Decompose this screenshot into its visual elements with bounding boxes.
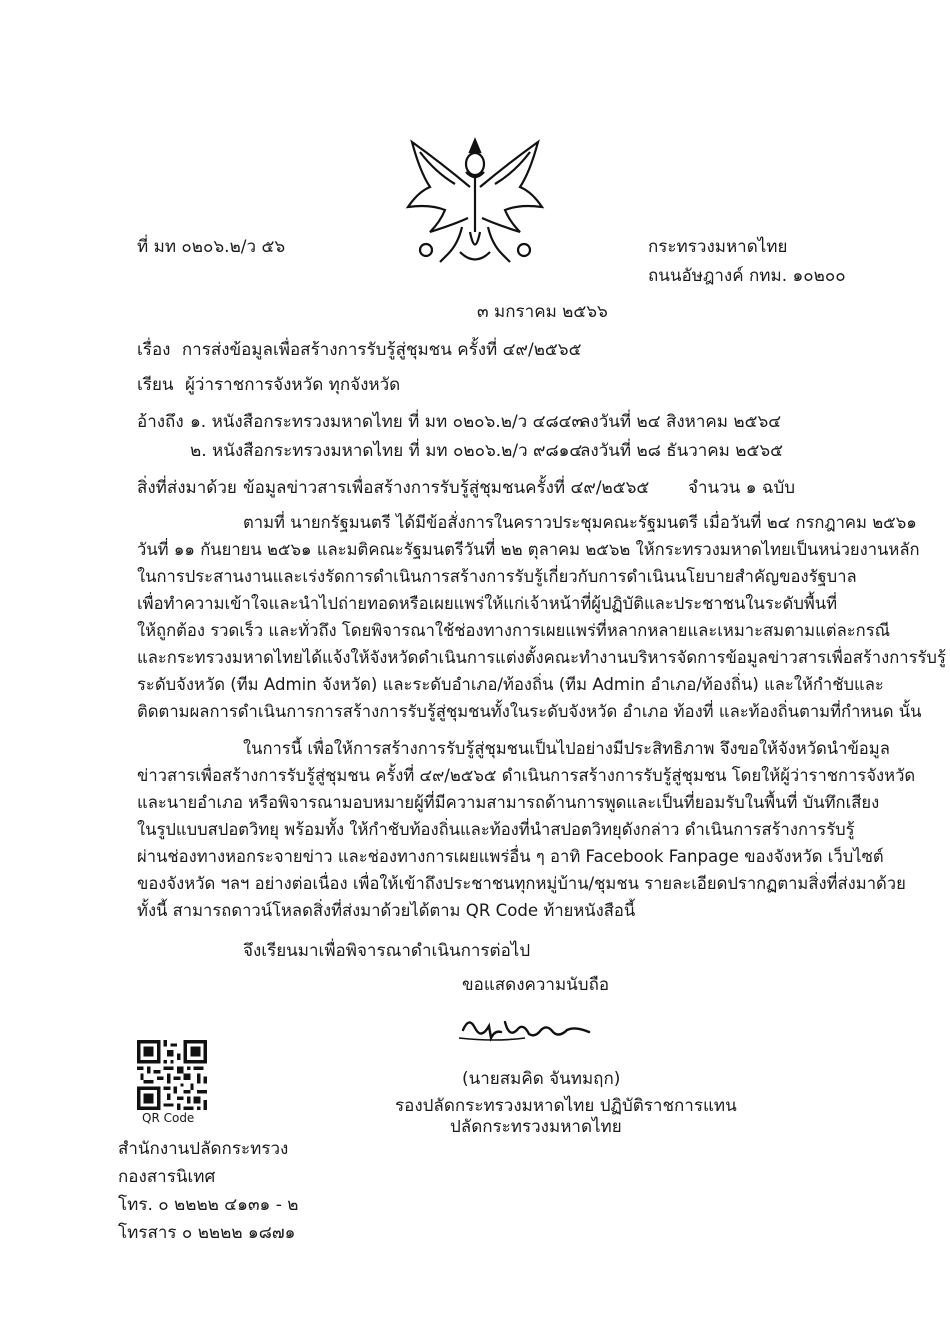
letter-date: ๓ มกราคม ๒๕๖๖ [477, 302, 608, 322]
subject-label: เรื่อง [137, 340, 171, 360]
reference-item-2: ๒. หนังสือกระทรวงมหาดไทย ที่ มท ๐๒๐๖.๒/ว ๙๘๑๔ [190, 441, 583, 461]
qr-code-label: QR Code [142, 1111, 195, 1125]
enclosure-label: สิ่งที่ส่งมาด้วย [137, 478, 237, 498]
para1-line-1: ตามที่ นายกรัฐมนตรี ได้มีข้อสั่งการในคราวประชุมคณะรัฐมนตรี เมื่อวันที่ ๒๔ กรกฎาคม ๒๕๖๑ [243, 513, 917, 532]
reference-number: ที่ มท ๐๒๐๖.๒/ว ๕๖ [137, 237, 286, 257]
qr-code-icon[interactable] [137, 1040, 207, 1110]
to-label: เรียน [137, 375, 174, 395]
para2-line-4: ในรูปแบบสปอตวิทยุ พร้อมทั้ง ให้กำชับท้องถิ่นและท้องที่นำสปอตวิทยุดังกล่าว ดำเนินการสร้างการรับรู้ [137, 820, 855, 839]
para2-line-3: และนายอำเภอ หรือพิจารณามอบหมายผู้ที่มีความสามารถด้านการพูดและเป็นที่ยอมรับในพื้นที่ บันทึกเสียง [137, 793, 880, 812]
division-name: กองสารนิเทศ [118, 1167, 216, 1187]
para2-line-1: ในการนี้ เพื่อให้การสร้างการรับรู้สู่ชุมชนเป็นไปอย่างมีประสิทธิภาพ จึงขอให้จังหวัดนำข้อมูล [243, 739, 890, 758]
signer-position-2: ปลัดกระทรวงมหาดไทย [450, 1117, 622, 1137]
para1-line-5: ให้ถูกต้อง รวดเร็ว และทั่วถึง โดยพิจารณาใช้ช่องทางการเผยแพร่ที่หลากหลายและเหมาะสมตามแต่ละกรณี [137, 621, 891, 640]
subject-line [137, 336, 581, 363]
subject-text: การส่งข้อมูลเพื่อสร้างการรับรู้สู่ชุมชน ครั้งที่ ๔๙/๒๕๖๕ [181, 340, 582, 360]
reference-item-2-date: ลงวันที่ ๒๘ ธันวาคม ๒๕๖๕ [580, 441, 784, 461]
signature-icon [455, 1008, 595, 1048]
para1-line-4: เพื่อทำความเข้าใจและนำไปถ่ายทอดหรือเผยแพร่ให้แก่เจ้าหน้าที่ผู้ปฏิบัติและประชาชนในระดับพื้นที่ [137, 594, 838, 613]
references-label: อ้างถึง [137, 412, 184, 432]
signer-name: (นายสมคิด จันทมฤก) [462, 1069, 621, 1089]
para2-line-7: ทั้งนี้ สามารถดาวน์โหลดสิ่งที่ส่งมาด้วยได้ตาม QR Code ท้ายหนังสือนี้ [137, 901, 636, 920]
enclosure-quantity: จำนวน ๑ ฉบับ [688, 478, 796, 498]
telephone: โทร. ๐ ๒๒๒๒ ๔๑๓๑ - ๒ [118, 1195, 299, 1215]
closing-request: จึงเรียนมาเพื่อพิจารณาดำเนินการต่อไป [243, 941, 531, 961]
agency-address: ถนนอัษฎางค์ กทม. ๑๐๒๐๐ [648, 266, 846, 286]
para1-line-8: ติดตามผลการดำเนินการการสร้างการรับรู้สู่ชุมชนทั้งในระดับจังหวัด อำเภอ ท้องที่ และท้องถิ่นตามที่กำหนด นั้น [137, 702, 922, 721]
para2-line-5: ผ่านช่องทางหอกระจายข่าว และช่องทางการเผยแพร่อื่น ๆ อาทิ Facebook Fanpage ของจังหวัด เว็บไซต์ [137, 847, 884, 866]
office-name: สำนักงานปลัดกระทรวง [118, 1139, 289, 1159]
to-text: ผู้ว่าราชการจังหวัด ทุกจังหวัด [184, 375, 401, 395]
garuda-emblem-icon [400, 132, 550, 272]
signer-position-1: รองปลัดกระทรวงมหาดไทย ปฏิบัติราชการแทน [395, 1096, 737, 1116]
reference-item-1-date: ลงวันที่ ๒๔ สิงหาคม ๒๕๖๔ [580, 412, 782, 432]
para1-line-3: ในการประสานงานและเร่งรัดการดำเนินการสร้างการรับรู้เกี่ยวกับการดำเนินนโยบายสำคัญของรัฐบาล [137, 567, 857, 586]
para2-line-2: ข่าวสารเพื่อสร้างการรับรู้สู่ชุมชน ครั้งที่ ๔๙/๒๕๖๕ ดำเนินการสร้างการรับรู้สู่ชุมชน โดยให้ผู้ว่าราชการจังหวัด [137, 766, 916, 785]
para2-line-6: ของจังหวัด ฯลฯ อย่างต่อเนื่อง เพื่อให้เข้าถึงประชาชนทุกหมู่บ้าน/ชุมชน รายละเอียดปรากฏตามสิ่งที่ส่งมาด้วย [137, 874, 906, 893]
reference-item-1: ๑. หนังสือกระทรวงมหาดไทย ที่ มท ๐๒๐๖.๒/ว ๔๘๔๓ [190, 412, 584, 432]
para1-line-7: ระดับจังหวัด (ทีม Admin จังหวัด) และระดับอำเภอ/ท้องถิ่น (ทีม Admin อำเภอ/ท้องถิ่น) และให้กำชับและ [137, 675, 884, 694]
agency-name: กระทรวงมหาดไทย [648, 237, 788, 257]
para1-line-6: และกระทรวงมหาดไทยได้แจ้งให้จังหวัดดำเนินการแต่งตั้งคณะทำงานบริหารจัดการข้อมูลข่าวสารเพื่อสร้างการรับรู้ [137, 648, 946, 667]
salutation: ขอแสดงความนับถือ [462, 975, 610, 995]
para1-line-2: วันที่ ๑๑ กันยายน ๒๕๖๑ และมติคณะรัฐมนตรีวันที่ ๒๒ ตุลาคม ๒๕๖๒ ให้กระทรวงมหาดไทยเป็นหน่วยงานหลัก [137, 540, 920, 559]
enclosure-text: ข้อมูลข่าวสารเพื่อสร้างการรับรู้สู่ชุมชนครั้งที่ ๔๙/๒๕๖๕ [243, 478, 650, 498]
fax: โทรสาร ๐ ๒๒๒๒ ๑๘๗๑ [118, 1223, 296, 1243]
to-line [137, 371, 400, 398]
